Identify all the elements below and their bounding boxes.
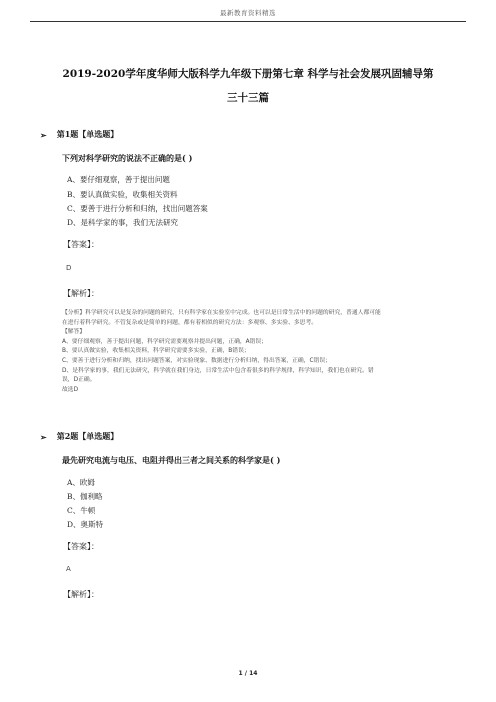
- question-1-heading: [40, 129, 118, 140]
- document-title-line-1: 2019-2020学年度华师大版科学九年级下册第七章 科学与社会发展巩固辅导第: [62, 68, 434, 80]
- question-1-answer-value: D: [66, 264, 72, 272]
- explanation-line: C、要善于进行分析和归纳，找出问题答案，对实验现象、数据进行分析归纳，得出答案，正确，C错误；: [62, 357, 331, 364]
- explanation-line: 【解答】: [62, 329, 86, 336]
- question-2-answer-label: 【答案】：: [63, 542, 99, 551]
- question-1-title: 第1题【单选题】: [56, 129, 119, 139]
- question-2-option-b: B、伽利略: [67, 492, 103, 501]
- question-1-option-b: B、要认真做实验，收集相关资料: [67, 190, 178, 199]
- question-1-option-d: D、是科学家的事，我们无法研究: [67, 218, 179, 227]
- question-1-option-a: A、要仔细观察，善于提出问题: [67, 175, 170, 184]
- explanation-line: 【分析】科学研究可以是复杂的问题的研究，只有科学家在实验室中完成。也可以是日常生活中的问题的研究，普通人都可能: [62, 310, 381, 316]
- question-1-explanation: [62, 309, 442, 395]
- question-2-option-c: C、牛顿: [67, 506, 96, 515]
- question-1-option-c: C、要善于进行分析和归纳，找出问题答案: [67, 204, 208, 213]
- explanation-line: D、是科学家的事，我们无法研究，科学就在我们身边，日常生活中包含着很多的科学规律，科学知识，我们也在研究。错: [62, 367, 374, 374]
- explanation-line: 故选D: [62, 386, 79, 393]
- question-1-stem: 下列对科学研究的说法不正确的是( ): [62, 153, 193, 163]
- explanation-line: 误，D正确。: [62, 377, 96, 384]
- question-2-option-a: A、欧姆: [67, 478, 95, 487]
- question-2-analysis-label: 【解析】：: [63, 590, 99, 599]
- question-2-option-d: D、奥斯特: [67, 520, 104, 529]
- explanation-line: A、要仔细观察，善于提出问题，科学研究需要观察并提出问题，正确，A错误；: [62, 338, 268, 345]
- question-2-answer-value: A: [66, 565, 71, 573]
- header-divider: [30, 21, 466, 22]
- question-2-title: 第2题【单选题】: [56, 431, 119, 441]
- bullet-arrow-icon: ➢: [40, 431, 47, 442]
- question-1-answer-label: 【答案】：: [63, 240, 99, 249]
- page-number: 1 / 14: [238, 670, 258, 677]
- bullet-arrow-icon: ➢: [40, 129, 47, 140]
- question-1-analysis-label: 【解析】：: [63, 289, 99, 298]
- document-title-line-2: 三十三篇: [227, 92, 269, 104]
- question-2-heading: [40, 431, 118, 442]
- explanation-line: 在进行着科学研究。不管复杂或是简单的问题，都有着相似的研究方法：多观察、多实验、多思考。: [62, 319, 318, 326]
- question-2-stem: 最先研究电流与电压、电阻并得出三者之间关系的科学家是( ): [62, 455, 281, 465]
- explanation-line: B、要认真做实验，收集相关资料，科学研究需要多实验，正确，B错误；: [62, 348, 250, 355]
- page-header: 最新教育资料精选: [220, 9, 276, 17]
